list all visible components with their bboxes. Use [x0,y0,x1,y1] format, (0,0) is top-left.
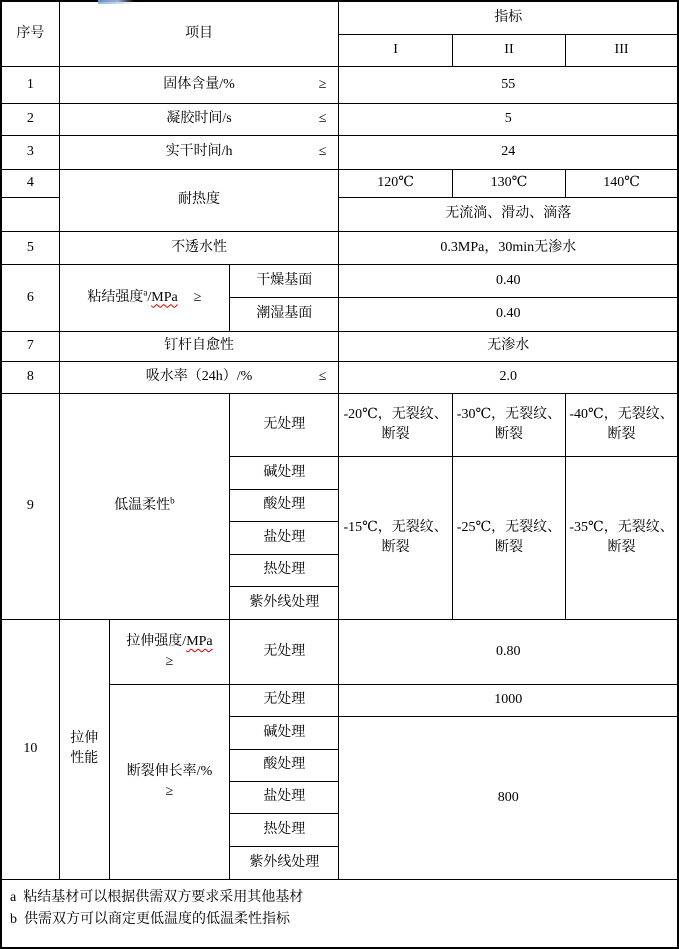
row10-elong-cond-acid: 酸处理 [230,749,339,781]
row10-strength-unit: MPa [186,633,213,649]
row10-strength-cond: 无处理 [230,619,339,684]
row5-item: 不透水性 [59,231,339,264]
row3-le-symbol: ≤ [318,144,327,160]
row10-elong-cond-salt: 盐处理 [230,781,339,813]
row6-footnote-a-marker: a [143,287,148,298]
row4-item: 耐热度 [59,169,339,231]
row10-group-line1: 拉伸 [70,731,99,747]
row6-item-unit: MPa [151,289,178,305]
header-col-item: 项目 [59,1,339,66]
row9-cond-alkali: 碱处理 [230,456,339,489]
row9-merged-value-iii: -35℃，无裂纹、断裂 [566,456,678,619]
row9-footnote-b-marker: b [170,495,175,506]
row5-value: 0.3MPa，30min无渗水 [339,231,678,264]
row7-item: 钉杆自愈性 [59,331,339,361]
row10-group-line2: 性能 [70,751,99,766]
row6-ge-symbol: ≥ [193,289,202,305]
footnote-a-marker: a [10,889,17,905]
footnote-b-marker: b [10,911,17,927]
row5-no: 5 [1,231,59,264]
row4-temp-1: 120℃ [339,169,452,197]
row8-item [59,361,339,393]
row10-elong-cond-heat: 热处理 [230,813,339,846]
row10-elong-cond-uv: 紫外线处理 [230,846,339,879]
row7-no: 7 [1,331,59,361]
footnotes-block [1,879,678,948]
footnote-a-text: 粘结基材可以根据供需双方要求采用其他基材 [23,889,304,905]
row10-strength-ge-symbol: ≥ [165,653,174,669]
row9-item-label: 低温柔性 [114,498,171,514]
row10-group [59,619,109,879]
row9-cond-salt: 盐处理 [230,521,339,554]
row10-strength-slash: / [182,633,187,649]
row10-elong-ge-symbol: ≥ [165,783,174,799]
row6-item-label: 粘结强度 [87,289,144,305]
row10-elong-label: 断裂伸长率/% [126,763,213,779]
row2-no: 2 [1,103,59,135]
row10-elong-cond-alkali: 碱处理 [230,716,339,749]
row1-no: 1 [1,66,59,103]
row9-item [59,393,229,619]
row1-value: 55 [339,66,678,103]
row10-elong-value1: 1000 [339,684,678,716]
row10-no: 10 [1,619,59,879]
row6-value1: 0.40 [339,264,678,297]
row2-item-label: 凝胶时间/s [166,111,232,127]
row4-result: 无流淌、滑动、滴落 [339,197,678,231]
row9-cond-acid: 酸处理 [230,489,339,521]
row10-elong-value2: 800 [339,716,678,879]
footnote-b-text: 供需双方可以商定更低温度的低温柔性指标 [24,911,290,927]
row4-temp-2: 130℃ [452,169,565,197]
row9-cond-untreated: 无处理 [230,393,339,456]
row9-cond-heat: 热处理 [230,554,339,586]
row2-item [59,103,339,135]
row2-value: 5 [339,103,678,135]
row9-merged-value-i: -15℃，无裂纹、断裂 [339,456,452,619]
row10-strength-label: 拉伸强度 [126,633,183,649]
row1-item-label: 固体含量/% [163,76,235,92]
row9-value-iii: -40℃，无裂纹、断裂 [566,393,678,456]
row4-no: 4 [1,169,59,197]
row3-item-label: 实干时间/h [165,144,233,160]
row3-item [59,135,339,169]
row6-item-slash: / [147,289,152,305]
row10-elong-cond-untreated: 无处理 [230,684,339,716]
row6-sub1: 干燥基面 [230,264,339,297]
row9-value-ii: -30℃，无裂纹、断裂 [452,393,565,456]
row6-sub2: 潮湿基面 [230,297,339,331]
row9-merged-value-ii: -25℃，无裂纹、断裂 [452,456,565,619]
row10-elong-item [109,684,229,879]
row1-item [59,66,339,103]
row8-value: 2.0 [339,361,678,393]
row8-no: 8 [1,361,59,393]
footnote-a [10,887,671,909]
header-grade-2: II [452,34,565,66]
row3-value: 24 [339,135,678,169]
row3-no: 3 [1,135,59,169]
row10-strength-item [109,619,229,684]
row8-item-label: 吸水率（24h）/% [145,369,253,385]
row8-le-symbol: ≤ [318,369,327,385]
row6-value2: 0.40 [339,297,678,331]
row6-item [59,264,229,331]
row9-value-i: -20℃，无裂纹、断裂 [339,393,452,456]
row4-no-empty [1,197,59,231]
row6-no: 6 [1,264,59,331]
row2-le-symbol: ≤ [318,111,327,127]
row1-ge-symbol: ≥ [318,76,327,92]
header-grade-3: III [566,34,678,66]
header-col-no: 序号 [1,1,59,66]
row7-value: 无渗水 [339,331,678,361]
header-grade-1: I [339,34,452,66]
row9-no: 9 [1,393,59,619]
row4-temp-3: 140℃ [566,169,678,197]
row10-strength-value: 0.80 [339,619,678,684]
row9-cond-uv: 紫外线处理 [230,586,339,619]
header-col-indicator: 指标 [339,1,678,34]
footnote-b [10,909,671,931]
